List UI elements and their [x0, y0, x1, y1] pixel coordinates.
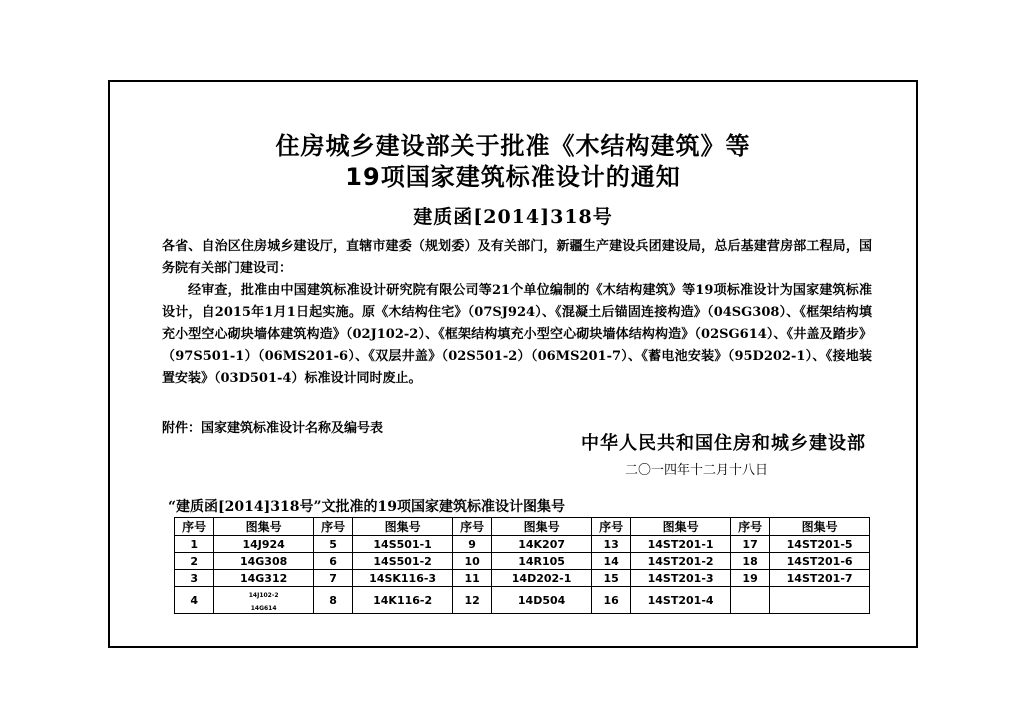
table-cell: 14K116-2 [353, 587, 453, 614]
table-cell: 14 [591, 553, 630, 570]
table-cell: 14D202-1 [492, 570, 592, 587]
table-row [175, 570, 870, 587]
table-cell: 14K207 [492, 536, 592, 553]
table-cell: 8 [313, 587, 352, 614]
addressee-paragraph: 各省、自治区住房城乡建设厅，直辖市建委（规划委）及有关部门，新疆生产建设兵团建设局，总后基建营房部工程局，国务院有关部门建设司： [162, 239, 872, 276]
table-header-row [175, 518, 870, 536]
table-cell: 18 [730, 553, 769, 570]
header-cell: 序号 [730, 518, 769, 536]
table-cell: 17 [730, 536, 769, 553]
table-cell: 14ST201-5 [770, 536, 870, 553]
header-cell: 序号 [591, 518, 630, 536]
table-cell: 9 [452, 536, 491, 553]
table-cell: 14ST201-7 [770, 570, 870, 587]
table-cell: 14S501-2 [353, 553, 453, 570]
stacked-code-line-1: 14J102-2 [248, 592, 279, 599]
table-cell: 13 [591, 536, 630, 553]
table-cell: 6 [313, 553, 352, 570]
header-cell: 序号 [175, 518, 214, 536]
table-row [175, 553, 870, 570]
table-title: “建质函[2014]318号”文批准的19项国家建筑标准设计图集号 [168, 499, 566, 515]
table-cell: 12 [452, 587, 491, 614]
stacked-code-line-2: 14G614 [250, 605, 277, 612]
document-number: 建质函[2014]318号 [413, 206, 613, 228]
table-cell: 14ST201-4 [631, 587, 731, 614]
table-cell: 7 [313, 570, 352, 587]
table-cell: 14R105 [492, 553, 592, 570]
table-cell: 14SK116-3 [353, 570, 453, 587]
header-cell: 图集号 [214, 518, 314, 536]
table-cell [770, 587, 870, 614]
table-cell: 14ST201-3 [631, 570, 731, 587]
table-cell: 3 [175, 570, 214, 587]
table-row [175, 536, 870, 553]
table-cell: 4 [175, 587, 214, 614]
table-cell: 14ST201-6 [770, 553, 870, 570]
table-cell [730, 587, 769, 614]
header-cell: 序号 [313, 518, 352, 536]
table-cell: 14G312 [214, 570, 314, 587]
table-cell: 16 [591, 587, 630, 614]
table-cell: 2 [175, 553, 214, 570]
atlas-number-table [174, 517, 870, 614]
table-cell: 14G308 [214, 553, 314, 570]
header-cell: 图集号 [631, 518, 731, 536]
attachment-line: 附件：国家建筑标准设计名称及编号表 [162, 421, 384, 436]
table-cell: 5 [313, 536, 352, 553]
table-cell: 10 [452, 553, 491, 570]
table-cell: 14ST201-2 [631, 553, 731, 570]
table-cell: 14J924 [214, 536, 314, 553]
title-line-1: 住房城乡建设部关于批准《木结构建筑》等 [275, 132, 751, 160]
table-cell: 1 [175, 536, 214, 553]
table-cell: 14S501-1 [353, 536, 453, 553]
notice-body [162, 236, 872, 390]
table-cell-stacked [214, 587, 314, 614]
document-frame [108, 80, 918, 648]
header-cell: 图集号 [353, 518, 453, 536]
table-cell: 19 [730, 570, 769, 587]
table-row [175, 587, 870, 614]
table-cell: 15 [591, 570, 630, 587]
table-cell: 14D504 [492, 587, 592, 614]
issue-date: 二〇一四年十二月十八日 [625, 463, 769, 478]
issuing-organization: 中华人民共和国住房和城乡建设部 [581, 433, 866, 454]
header-cell: 序号 [452, 518, 491, 536]
title-line-2: 19项国家建筑标准设计的通知 [345, 163, 681, 191]
table-cell: 11 [452, 570, 491, 587]
header-cell: 图集号 [492, 518, 592, 536]
content-paragraph: 经审查，批准由中国建筑标准设计研究院有限公司等21个单位编制的《木结构建筑》等19项标准设计为国家建筑标准设计，自2015年1月1日起实施。原《木结构住宅》（07SJ924）、《混凝土后锚固连接构造》（04SG308）、《框架结构填充小型空心砌块墙体建筑构造》（02J102-2）、《框架结构填充小型空心砌块墙体结构构造》（02SG614）、《井盖及踏步》（97S501-1）（06MS201-6）、《双层井盖》（02S501-2）（06MS201-7）、《蓄电池安装》（95D202-1）、《接地装置安装》（03D501-4）标准设计同时废止。 [162, 283, 872, 386]
table-cell: 14ST201-1 [631, 536, 731, 553]
header-cell: 图集号 [770, 518, 870, 536]
